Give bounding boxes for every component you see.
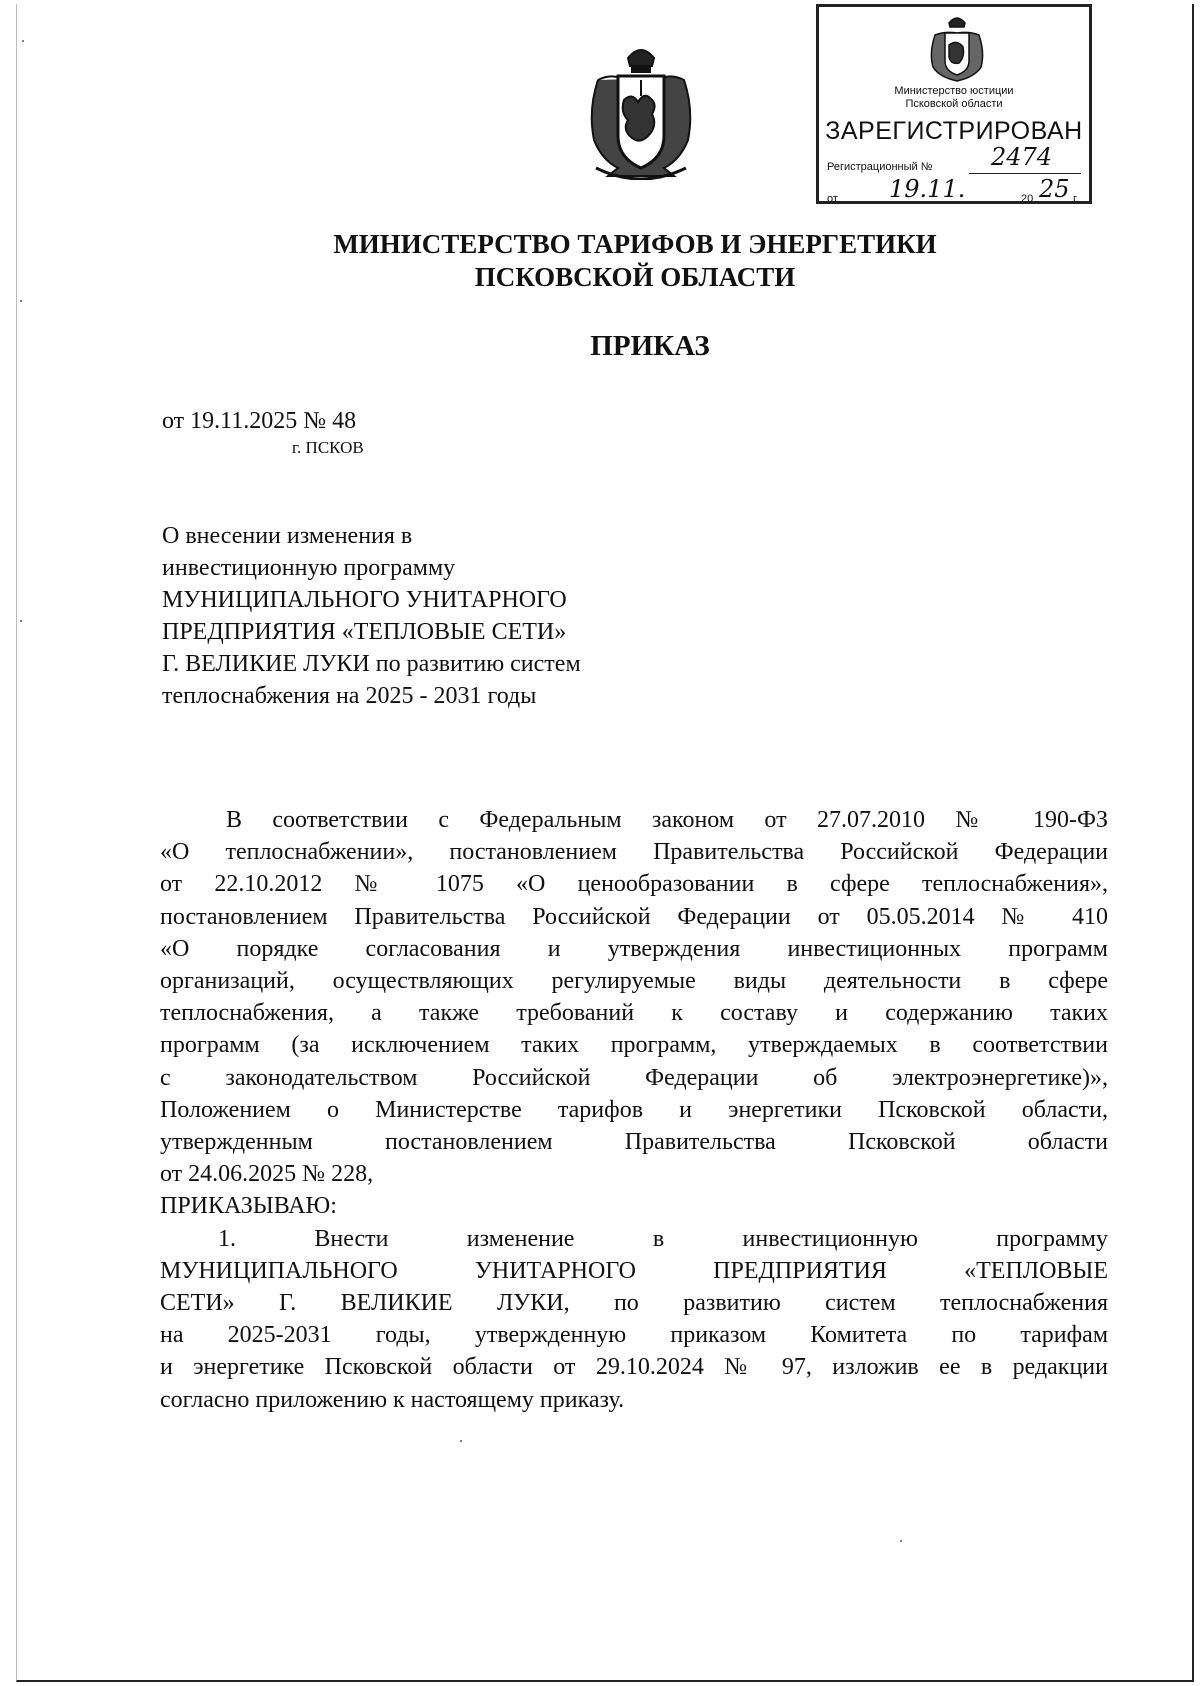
document-type-title: ПРИКАЗ bbox=[590, 330, 710, 362]
scan-speck bbox=[900, 1540, 902, 1542]
subject-line: Г. ВЕЛИКИЕ ЛУКИ по развитию систем bbox=[162, 651, 581, 677]
stamp-year-unit: г. bbox=[1073, 193, 1079, 205]
preamble-line: «О теплоснабжении», постановлением Правительства Российской Федерации bbox=[160, 839, 1108, 866]
order-body bbox=[160, 804, 1108, 1416]
scan-speck bbox=[20, 620, 22, 622]
preamble-line: постановлением Правительства Российской Федерации от 05.05.2014 № 410 bbox=[160, 903, 1108, 930]
item1-line: и энергетике Псковской области от 29.10.2024 № 97, изложив ее в редакции bbox=[160, 1354, 1108, 1381]
stamp-reg-underline bbox=[969, 173, 1081, 174]
subject-line: О внесении изменения в bbox=[162, 523, 413, 549]
subject-line: теплоснабжения на 2025 - 2031 годы bbox=[162, 683, 537, 709]
stamp-year-prefix: 20 bbox=[1021, 193, 1034, 205]
stamp-reg-number-handwritten: 2474 bbox=[991, 143, 1053, 171]
preamble-line: «О порядке согласования и утверждения инвестиционных программ bbox=[160, 935, 1108, 962]
scan-speck bbox=[460, 1440, 462, 1442]
stamp-title: ЗАРЕГИСТРИРОВАН bbox=[825, 117, 1083, 145]
preamble-line: от 22.10.2012 № 1075 «О ценообразовании в сфере теплоснабжения», bbox=[160, 871, 1108, 898]
stamp-ministry-line1: Министерство юстиции bbox=[894, 85, 1014, 97]
item1-line: на 2025-2031 годы, утвержденную приказом Комитета по тарифам bbox=[160, 1322, 1108, 1349]
preamble-line: В соответствии с Федеральным законом от 27.07.2010 № 190-ФЗ bbox=[226, 807, 1108, 833]
preamble-line: с законодательством Российской Федерации об электроэнергетике)», bbox=[160, 1064, 1108, 1091]
coat-of-arms-emblem bbox=[588, 40, 694, 180]
stamp-ministry-name bbox=[819, 85, 1089, 111]
stamp-year-handwritten: 25 bbox=[1039, 175, 1070, 203]
stamp-from-label: от bbox=[827, 193, 838, 205]
scan-speck bbox=[22, 40, 24, 42]
preamble-line: программ (за исключением таких программ, утверждаемых в соответствии bbox=[160, 1032, 1108, 1059]
stamp-ministry-line2: Псковской области bbox=[905, 98, 1003, 110]
subject-line: инвестиционную программу bbox=[162, 555, 456, 581]
preamble-last-line: от 24.06.2025 № 228, bbox=[160, 1161, 374, 1188]
item1-line: СЕТИ» Г. ВЕЛИКИЕ ЛУКИ, по развитию систем теплоснабжения bbox=[160, 1290, 1108, 1317]
preamble-line: теплоснабжения, а также требований к составу и содержанию таких bbox=[160, 1000, 1108, 1027]
item1-line: МУНИЦИПАЛЬНОГО УНИТАРНОГО ПРЕДПРИЯТИЯ «ТЕПЛОВЫЕ bbox=[160, 1257, 1108, 1284]
ministry-title bbox=[0, 228, 1200, 294]
stamp-emblem-icon bbox=[929, 13, 985, 83]
order-city: г. ПСКОВ bbox=[292, 438, 364, 457]
item1-line: 1. Внести изменение в инвестиционную программу bbox=[218, 1225, 1108, 1252]
order-date-number: от 19.11.2025 № 48 bbox=[162, 408, 357, 434]
subject-line: ПРЕДПРИЯТИЯ «ТЕПЛОВЫЕ СЕТИ» bbox=[162, 619, 567, 645]
preamble-line: Положением о Министерстве тарифов и энергетики Псковской области, bbox=[160, 1096, 1108, 1123]
ministry-title-line1: МИНИСТЕРСТВО ТАРИФОВ И ЭНЕРГЕТИКИ bbox=[333, 229, 937, 259]
registration-stamp bbox=[816, 4, 1092, 204]
stamp-reg-label: Регистрационный № bbox=[827, 161, 933, 173]
preamble-line: организаций, осуществляющих регулируемые виды деятельности в сфере bbox=[160, 968, 1108, 995]
ministry-title-line2: ПСКОВСКОЙ ОБЛАСТИ bbox=[474, 262, 796, 292]
decree-word: ПРИКАЗЫВАЮ: bbox=[160, 1193, 337, 1220]
subject-line: МУНИЦИПАЛЬНОГО УНИТАРНОГО bbox=[162, 587, 567, 613]
stamp-date-handwritten: 19.11. bbox=[889, 175, 966, 203]
scan-speck bbox=[20, 300, 22, 302]
preamble-line: утвержденным постановлением Правительства Псковской области bbox=[160, 1129, 1108, 1156]
item1-last-line: согласно приложению к настоящему приказу. bbox=[160, 1386, 625, 1413]
order-subject bbox=[162, 520, 722, 712]
